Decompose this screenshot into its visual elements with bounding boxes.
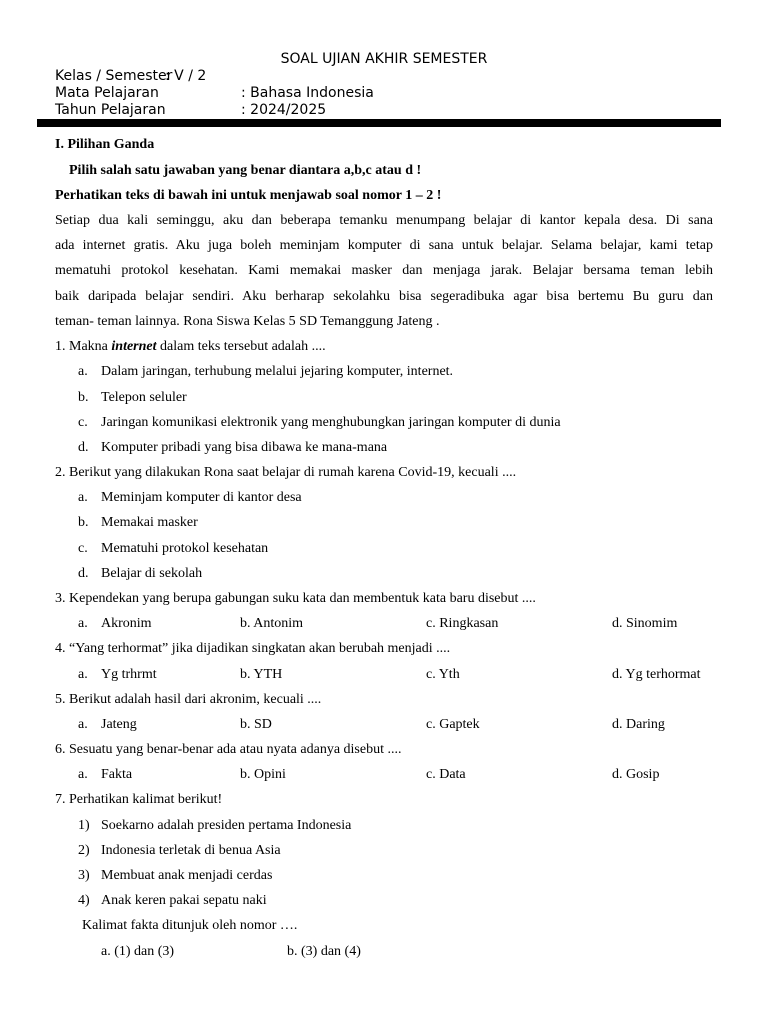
option-text: Jateng bbox=[101, 717, 137, 732]
option-text: d. Yg terhormat bbox=[612, 667, 701, 682]
question-4: 4. “Yang terhormat” jika dijadikan singkatan akan berubah menjadi .... bbox=[55, 641, 451, 656]
option-text: a. (1) dan (3) bbox=[101, 944, 175, 959]
item-text: Indonesia terletak di benua Asia bbox=[101, 843, 281, 858]
option-text: d. Daring bbox=[612, 717, 665, 732]
option-text: d. Gosip bbox=[612, 767, 660, 782]
item-text: Anak keren pakai sepatu naki bbox=[101, 893, 267, 908]
option-label: a. bbox=[78, 767, 88, 782]
option-label: b. bbox=[78, 390, 89, 405]
option-text: b. YTH bbox=[240, 667, 283, 682]
item-label: 3) bbox=[78, 868, 90, 883]
option-text: b. Opini bbox=[240, 767, 286, 782]
section-instruction: Pilih salah satu jawaban yang benar diantara a,b,c atau d ! bbox=[69, 163, 422, 178]
option-text: Mematuhi protokol kesehatan bbox=[101, 541, 269, 556]
header-divider bbox=[37, 119, 721, 127]
option-text: Komputer pribadi yang bisa dibawa ke mana-mana bbox=[101, 440, 388, 455]
option-text: Memakai masker bbox=[101, 515, 198, 530]
item-text: Soekarno adalah presiden pertama Indonesia bbox=[101, 818, 352, 833]
option-text: Meminjam komputer di kantor desa bbox=[101, 490, 302, 505]
header-value: : V / 2 bbox=[165, 68, 207, 84]
option-label: b. bbox=[78, 515, 89, 530]
header-key: Kelas / Semester bbox=[55, 68, 173, 84]
option-text: b. Antonim bbox=[240, 616, 304, 631]
option-text: Fakta bbox=[101, 767, 133, 782]
item-label: 1) bbox=[78, 818, 90, 833]
header-key: Mata Pelajaran bbox=[55, 85, 159, 101]
item-text: Membuat anak menjadi cerdas bbox=[101, 868, 273, 883]
option-text: Dalam jaringan, terhubung melalui jejaring komputer, internet. bbox=[101, 364, 454, 379]
option-text: d. Sinomim bbox=[612, 616, 678, 631]
item-label: 2) bbox=[78, 843, 90, 858]
question-7-prompt: Kalimat fakta ditunjuk oleh nomor …. bbox=[82, 918, 298, 933]
question-7: 7. Perhatikan kalimat berikut! bbox=[55, 792, 223, 807]
option-label: a. bbox=[78, 616, 88, 631]
header-value: : 2024/2025 bbox=[241, 102, 327, 118]
header-row-year bbox=[55, 102, 326, 118]
question-5: 5. Berikut adalah hasil dari akronim, kecuali .... bbox=[55, 692, 322, 707]
option-label: a. bbox=[78, 364, 88, 379]
passage-line: ada internet gratis. Aku juga boleh meminjam komputer di sana untuk belajar. Selama belajar, kami tetap bbox=[55, 238, 713, 253]
passage-line: teman- teman lainnya. Rona Siswa Kelas 5 SD Temanggung Jateng . bbox=[55, 314, 440, 329]
passage-line: baik daripada belajar sendiri. Aku berharap sekolahku bisa segeradibuka agar bisa bertemu Bu guru dan bbox=[55, 289, 713, 304]
passage-line: mematuhi protokol kesehatan. Kami memakai masker dan menjaga jarak. Belajar bersama teman lebih bbox=[55, 263, 713, 278]
option-text: b. SD bbox=[240, 717, 272, 732]
question-3: 3. Kependekan yang berupa gabungan suku kata dan membentuk kata baru disebut .... bbox=[55, 591, 536, 606]
option-text: Telepon seluler bbox=[101, 390, 187, 405]
passage-instruction: Perhatikan teks di bawah ini untuk menjawab soal nomor 1 – 2 ! bbox=[55, 188, 442, 203]
section-title: I. Pilihan Ganda bbox=[55, 137, 155, 152]
option-text: c. Yth bbox=[426, 667, 460, 682]
option-text: Yg trhrmt bbox=[101, 667, 157, 682]
header-value: : Bahasa Indonesia bbox=[241, 85, 374, 101]
passage-line: Setiap dua kali seminggu, aku dan beberapa temanku menumpang belajar di kantor kepala desa. Di sana bbox=[55, 213, 713, 228]
header-row-subject bbox=[55, 85, 374, 101]
question-2: 2. Berikut yang dilakukan Rona saat belajar di rumah karena Covid-19, kecuali .... bbox=[55, 465, 517, 480]
question-text: 1. Makna bbox=[55, 339, 112, 354]
option-label: a. bbox=[78, 490, 88, 505]
option-text: c. Gaptek bbox=[426, 717, 480, 732]
option-label: c. bbox=[78, 415, 88, 430]
option-text: c. Ringkasan bbox=[426, 616, 499, 631]
option-label: d. bbox=[78, 440, 89, 455]
page-title: SOAL UJIAN AKHIR SEMESTER bbox=[280, 51, 488, 67]
option-text: b. (3) dan (4) bbox=[287, 944, 361, 959]
header-row-class bbox=[55, 68, 241, 84]
header-key: Tahun Pelajaran bbox=[55, 102, 166, 118]
option-text: Akronim bbox=[101, 616, 152, 631]
question-text: dalam teks tersebut adalah .... bbox=[156, 339, 326, 354]
option-label: a. bbox=[78, 717, 88, 732]
option-label: a. bbox=[78, 667, 88, 682]
question-1 bbox=[55, 338, 326, 356]
option-text: Jaringan komunikasi elektronik yang menghubungkan jaringan komputer di dunia bbox=[101, 415, 561, 430]
item-label: 4) bbox=[78, 893, 90, 908]
option-label: c. bbox=[78, 541, 88, 556]
question-6: 6. Sesuatu yang benar-benar ada atau nyata adanya disebut .... bbox=[55, 742, 402, 757]
emphasized-term: internet bbox=[111, 339, 157, 354]
option-label: d. bbox=[78, 566, 89, 581]
option-text: Belajar di sekolah bbox=[101, 566, 203, 581]
option-text: c. Data bbox=[426, 767, 466, 782]
